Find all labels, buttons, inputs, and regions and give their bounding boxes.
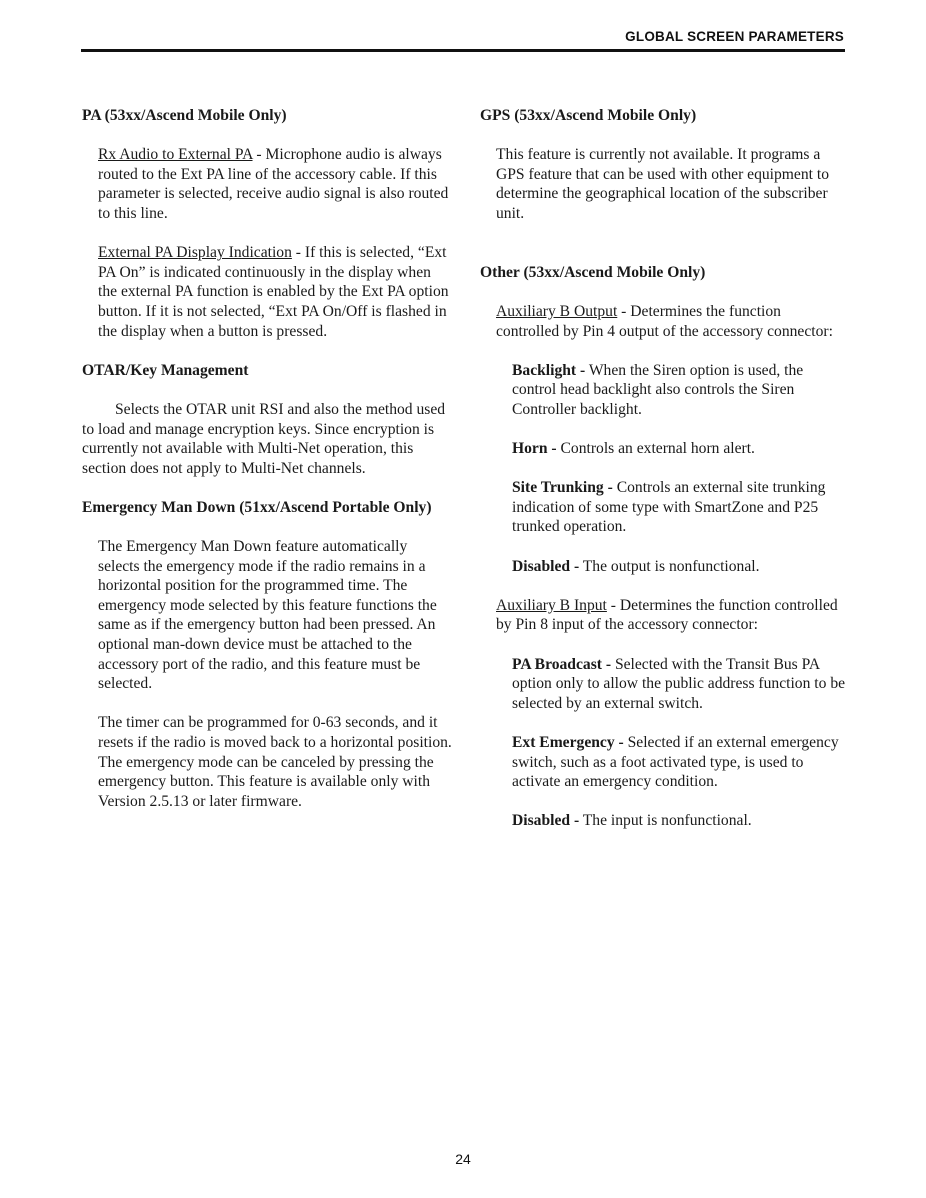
aux-b-input-option	[512, 811, 848, 831]
ext-pa-display-term: External PA Display Indication	[98, 244, 292, 262]
aux-b-output-option	[512, 478, 848, 537]
aux-b-input-paragraph	[496, 596, 848, 635]
page-header-title: GLOBAL SCREEN PARAMETERS	[625, 29, 844, 44]
aux-b-output-option	[512, 439, 848, 459]
option-text: Selected with the Transit Bus PA option only to allow the public address function to be selected by an external switch.	[512, 655, 846, 712]
gps-paragraph: This feature is currently not available. It programs a GPS feature that can be used with other equipment to determine the geographical location of the subscriber unit.	[496, 146, 830, 222]
aux-b-output-text: - Determines the function controlled by Pin 4 output of the accessory connector:	[496, 302, 833, 340]
emergency-man-down-heading: Emergency Man Down (51xx/Ascend Portable Only)	[82, 498, 432, 516]
emergency-man-down-paragraph-1: The Emergency Man Down feature automatically selects the emergency mode if the radio remains in a horizontal position for the programmed time. The emergency mode selected by this feature functions the same as if the emergency button had been pressed. An optional man-down device must be attached to the accessory port of the radio, and this feature must be selected.	[98, 538, 437, 693]
option-label: Disabled -	[512, 557, 580, 575]
gps-heading: GPS (53xx/Ascend Mobile Only)	[480, 107, 697, 124]
aux-b-input-option	[512, 733, 848, 792]
left-column	[82, 106, 452, 811]
page-number: 24	[455, 1151, 471, 1167]
option-label: Disabled -	[512, 812, 580, 830]
aux-b-output-term: Auxiliary B Output	[496, 302, 618, 320]
option-label: Backlight -	[512, 361, 586, 379]
rx-audio-term: Rx Audio to External PA	[98, 146, 253, 164]
aux-b-output-paragraph	[496, 302, 848, 341]
other-heading: Other (53xx/Ascend Mobile Only)	[480, 263, 706, 281]
aux-b-input-term: Auxiliary B Input	[496, 596, 607, 614]
option-text: Controls an external site trunking indication of some type with SmartZone and P25 trunked operation.	[512, 479, 826, 536]
ext-pa-display-text: - If this is selected, “Ext PA On” is indicated continuously in the display when the external PA function is enabled by the Ext PA option button. If it is not selected, “Ext PA On/Off is flashed in the display when a button is pressed.	[98, 244, 449, 340]
pa-heading: PA (53xx/Ascend Mobile Only)	[82, 107, 287, 124]
option-label: PA Broadcast -	[512, 655, 612, 673]
aux-b-input-option	[512, 655, 848, 714]
option-text: Selected if an external emergency switch, such as a foot activated type, is used to activate an emergency condition.	[512, 734, 839, 791]
option-label: Ext Emergency -	[512, 734, 624, 751]
ext-pa-display-paragraph	[98, 243, 452, 341]
option-text: When the Siren option is used, the control head backlight also controls the Siren Controller backlight.	[512, 361, 804, 418]
aux-b-output-option	[512, 361, 848, 420]
option-label: Site Trunking -	[512, 479, 613, 497]
emergency-man-down-paragraph-2: The timer can be programmed for 0-63 seconds, and it resets if the radio is moved back to a horizontal position. The emergency mode can be canceled by pressing the emergency button. This feature is available only with Version 2.5.13 or later firmware.	[98, 714, 452, 810]
option-text: Controls an external horn alert.	[556, 440, 755, 458]
otar-paragraph: Selects the OTAR unit RSI and also the method used to load and manage encryption keys. Since encryption is currently not available with Multi-Net operation, this section does not apply to Multi-Net channels.	[82, 400, 446, 477]
option-text: The output is nonfunctional.	[579, 557, 760, 575]
right-column	[480, 106, 848, 831]
header-divider	[81, 49, 845, 52]
rx-audio-text: - Microphone audio is always routed to the Ext PA line of the accessory cable. If this parameter is selected, receive audio signal is also routed to this line.	[98, 146, 449, 222]
otar-heading: OTAR/Key Management	[82, 361, 249, 379]
aux-b-input-text: - Determines the function controlled by Pin 8 input of the accessory connector:	[496, 596, 838, 634]
rx-audio-paragraph	[98, 145, 452, 223]
aux-b-output-option	[512, 557, 848, 577]
option-text: The input is nonfunctional.	[579, 812, 752, 830]
option-label: Horn -	[512, 440, 557, 458]
